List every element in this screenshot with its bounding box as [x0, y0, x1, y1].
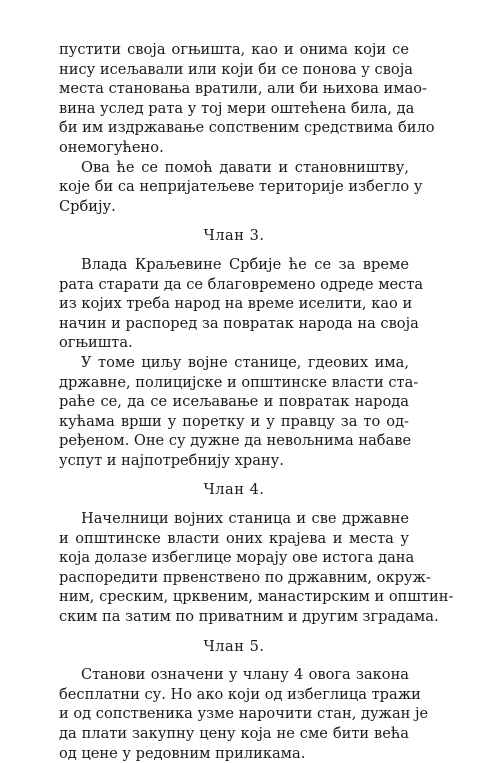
article-3-heading: Члан 3. — [203, 227, 265, 245]
text-line: које би са непријатељеве територије избегло у — [59, 178, 423, 196]
text-line: да плати закупну цену која не сме бити већа — [59, 725, 409, 742]
paragraph-2 — [59, 158, 423, 217]
text-line: Станови означени у члану 4 овога закона — [81, 666, 409, 684]
article-5-heading: Члан 5. — [203, 637, 265, 655]
text-line: нису исељавали или који би се понова у своја — [59, 60, 413, 78]
article-3-paragraph-1 — [59, 255, 424, 353]
article-3-paragraph-2 — [59, 353, 419, 471]
text-line: Влада Краљевине Србије ће се за време — [81, 255, 409, 273]
text-line: Ова ће се помоћ давати и становништву, — [81, 158, 409, 176]
text-line: начин и распоред за повратак народа на своја — [59, 314, 419, 332]
text-line: раће се, да се исељавање и повратак народа — [59, 393, 409, 411]
text-line: бесплатни су. Но ако који од избеглица тражи — [59, 685, 421, 703]
text-line: из којих треба народ на време иселити, као и — [59, 295, 413, 313]
text-line: успут и најпотребнију храну. — [59, 451, 284, 469]
text-line: огњишта. — [59, 334, 133, 352]
text-line: пустити своја огњишта, као и онима који се — [59, 41, 409, 58]
text-line: од цене у редовним приликама. — [59, 744, 306, 762]
intro-paragraph — [59, 40, 435, 158]
article-4-paragraph-1 — [59, 509, 454, 627]
text-line: онемогућено. — [59, 138, 164, 156]
text-line: ређеном. Оне су дужне да невољнима набаве — [59, 432, 412, 450]
text-line: рата старати да се благовремено одреде места — [59, 275, 424, 293]
page-text — [59, 40, 454, 763]
text-line: државне, полицијске и општинске власти ста- — [59, 373, 419, 391]
text-line: ским па затим по приватним и другим зградама. — [59, 608, 439, 626]
text-line: Начелници војних станица и све државне — [81, 510, 409, 528]
article-4-heading: Члан 4. — [203, 481, 265, 499]
article-5-paragraph-1 — [59, 665, 429, 763]
text-line: и општинске власти оних крајева и места у — [59, 529, 409, 547]
text-line: ним, среским, црквеним, манастирским и општин- — [59, 588, 454, 606]
text-line: места становања вратили, али би њихова имао- — [59, 80, 428, 98]
text-line: која долазе избеглице морају ове истога дана — [59, 549, 415, 567]
text-line: би им издржавање сопственим средствима било — [59, 119, 435, 137]
text-line: У томе циљу војне станице, гдеових има, — [81, 353, 409, 371]
text-line: Србију. — [59, 197, 116, 215]
text-line: и од сопственика узме нарочити стан, дужан је — [59, 705, 429, 723]
text-line: распоредити првенствено по државним, окруж- — [59, 568, 431, 586]
text-line: кућама врши у поретку и у правцу за то од- — [59, 412, 409, 430]
text-line: вина услед рата у тој мери оштећена била, да — [59, 99, 415, 117]
